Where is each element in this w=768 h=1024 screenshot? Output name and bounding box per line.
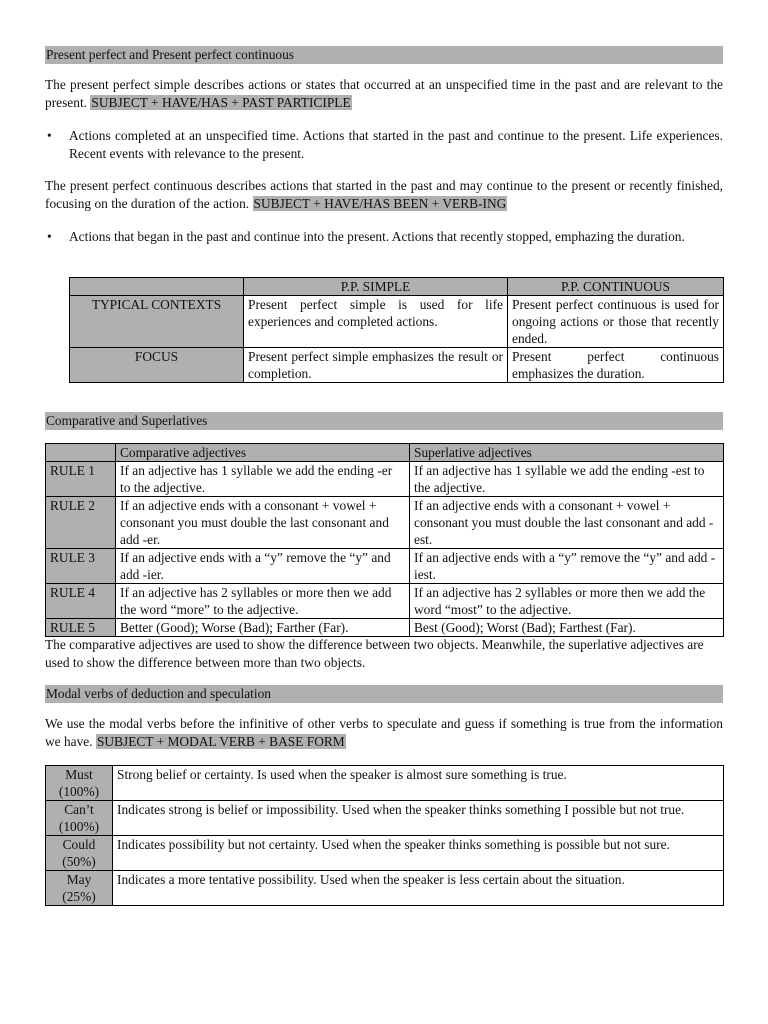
table-cell: If an adjective has 1 syllable we add the ending -er to the adjective.	[116, 462, 410, 497]
section-heading-present-perfect: Present perfect and Present perfect continuous	[45, 46, 723, 64]
paragraph-text: We use the modal verbs before the infinitive of other verbs to speculate and guess if something is true from the information we have.	[45, 716, 723, 749]
bullet-item	[47, 127, 723, 163]
modal-verbs-table	[45, 765, 724, 906]
table-header-cell	[70, 278, 244, 296]
table-cell: Indicates strong is belief or impossibility. Used when the speaker thinks something I possible but not true.	[113, 801, 724, 836]
table-header-cell: Superlative adjectives	[410, 444, 724, 462]
table-row	[46, 462, 724, 497]
table-cell: If an adjective has 2 syllables or more then we add the word “more” to the adjective.	[116, 584, 410, 619]
modal-label-cell	[46, 766, 113, 801]
modal-verb: May	[66, 872, 92, 887]
table-row	[46, 549, 724, 584]
modal-percent: (25%)	[62, 889, 96, 904]
paragraph-present-perfect-continuous	[45, 177, 723, 213]
present-perfect-table	[69, 277, 724, 383]
modal-verb: Can’t	[64, 802, 94, 817]
table-cell: If an adjective has 1 syllable we add the ending -est to the adjective.	[410, 462, 724, 497]
table-row	[46, 801, 724, 836]
table-header-cell: P.P. SIMPLE	[244, 278, 508, 296]
row-label: TYPICAL CONTEXTS	[70, 296, 244, 348]
table-row	[46, 619, 724, 637]
table-cell: Strong belief or certainty. Is used when the speaker is almost sure something is true.	[113, 766, 724, 801]
modal-label-cell	[46, 836, 113, 871]
modal-label-cell	[46, 871, 113, 906]
table-cell: Present perfect continuous emphasizes the duration.	[508, 348, 724, 383]
modal-verb: Must	[65, 767, 93, 782]
table-row	[46, 584, 724, 619]
bullet-text: Actions completed at an unspecified time. Actions that started in the past and continue to the present. Life experiences. Recent events with relevance to the present.	[69, 128, 723, 161]
table-row	[70, 348, 724, 383]
paragraph-text: The present perfect continuous describes actions that started in the past and may continue to the present or recently finished, focusing on the duration of the action.	[45, 178, 723, 211]
comparatives-note: The comparative adjectives are used to show the difference between two objects. Meanwhile, the superlative adjectives are used to show the difference between more than two objects.	[45, 637, 704, 670]
table-header-cell: P.P. CONTINUOUS	[508, 278, 724, 296]
row-label: RULE 5	[46, 619, 116, 637]
modal-percent: (100%)	[58, 819, 100, 834]
table-cell: If an adjective ends with a “y” remove the “y” and add -iest.	[410, 549, 724, 584]
modal-percent: (100%)	[58, 784, 100, 799]
formula-highlight: SUBJECT + HAVE/HAS + PAST PARTICIPLE	[91, 95, 351, 110]
table-header-cell: Comparative adjectives	[116, 444, 410, 462]
bullet-icon: •	[47, 128, 52, 143]
table-cell: If an adjective ends with a “y” remove the “y” and add -ier.	[116, 549, 410, 584]
table-cell: Better (Good); Worse (Bad); Farther (Far).	[116, 619, 410, 637]
formula-highlight: SUBJECT + HAVE/HAS BEEN + VERB-ING	[253, 196, 507, 211]
row-label: RULE 2	[46, 497, 116, 549]
table-cell: If an adjective ends with a consonant + vowel + consonant you must double the last consonant and add -est.	[410, 497, 724, 549]
modal-percent: (50%)	[62, 854, 96, 869]
section-heading-comparatives: Comparative and Superlatives	[45, 412, 723, 430]
table-row	[46, 836, 724, 871]
row-label: RULE 4	[46, 584, 116, 619]
table-cell: Best (Good); Worst (Bad); Farthest (Far).	[410, 619, 724, 637]
table-row	[46, 871, 724, 906]
table-cell: If an adjective has 2 syllables or more then we add the word “most” to the adjective.	[410, 584, 724, 619]
table-cell: Indicates a more tentative possibility. Used when the speaker is less certain about the situation.	[113, 871, 724, 906]
row-label: RULE 3	[46, 549, 116, 584]
table-cell: Present perfect continuous is used for ongoing actions or those that recently ended.	[508, 296, 724, 348]
table-cell: Present perfect simple emphasizes the result or completion.	[244, 348, 508, 383]
section-heading-modal-verbs: Modal verbs of deduction and speculation	[45, 685, 723, 703]
bullet-text: Actions that began in the past and continue into the present. Actions that recently stopped, emphazing the duration.	[69, 229, 685, 244]
modal-label-cell	[46, 801, 113, 836]
paragraph-text: The present perfect simple describes actions or states that occurred at an unspecified time in the past and are relevant to the present.	[45, 77, 723, 110]
row-label: FOCUS	[70, 348, 244, 383]
row-label: RULE 1	[46, 462, 116, 497]
table-row	[46, 497, 724, 549]
formula-highlight: SUBJECT + MODAL VERB + BASE FORM	[96, 734, 345, 749]
bullet-icon: •	[47, 229, 52, 244]
table-cell: Present perfect simple is used for life experiences and completed actions.	[244, 296, 508, 348]
table-header-cell	[46, 444, 116, 462]
bullet-item	[47, 228, 723, 246]
table-cell: If an adjective ends with a consonant + vowel + consonant you must double the last consonant and add -er.	[116, 497, 410, 549]
table-row	[70, 296, 724, 348]
table-cell: Indicates possibility but not certainty. Used when the speaker thinks something is possible but not sure.	[113, 836, 724, 871]
comparatives-table	[45, 443, 724, 637]
paragraph-modal-verbs	[45, 715, 723, 751]
modal-verb: Could	[62, 837, 96, 852]
paragraph-present-perfect-simple	[45, 76, 723, 112]
table-row	[46, 766, 724, 801]
